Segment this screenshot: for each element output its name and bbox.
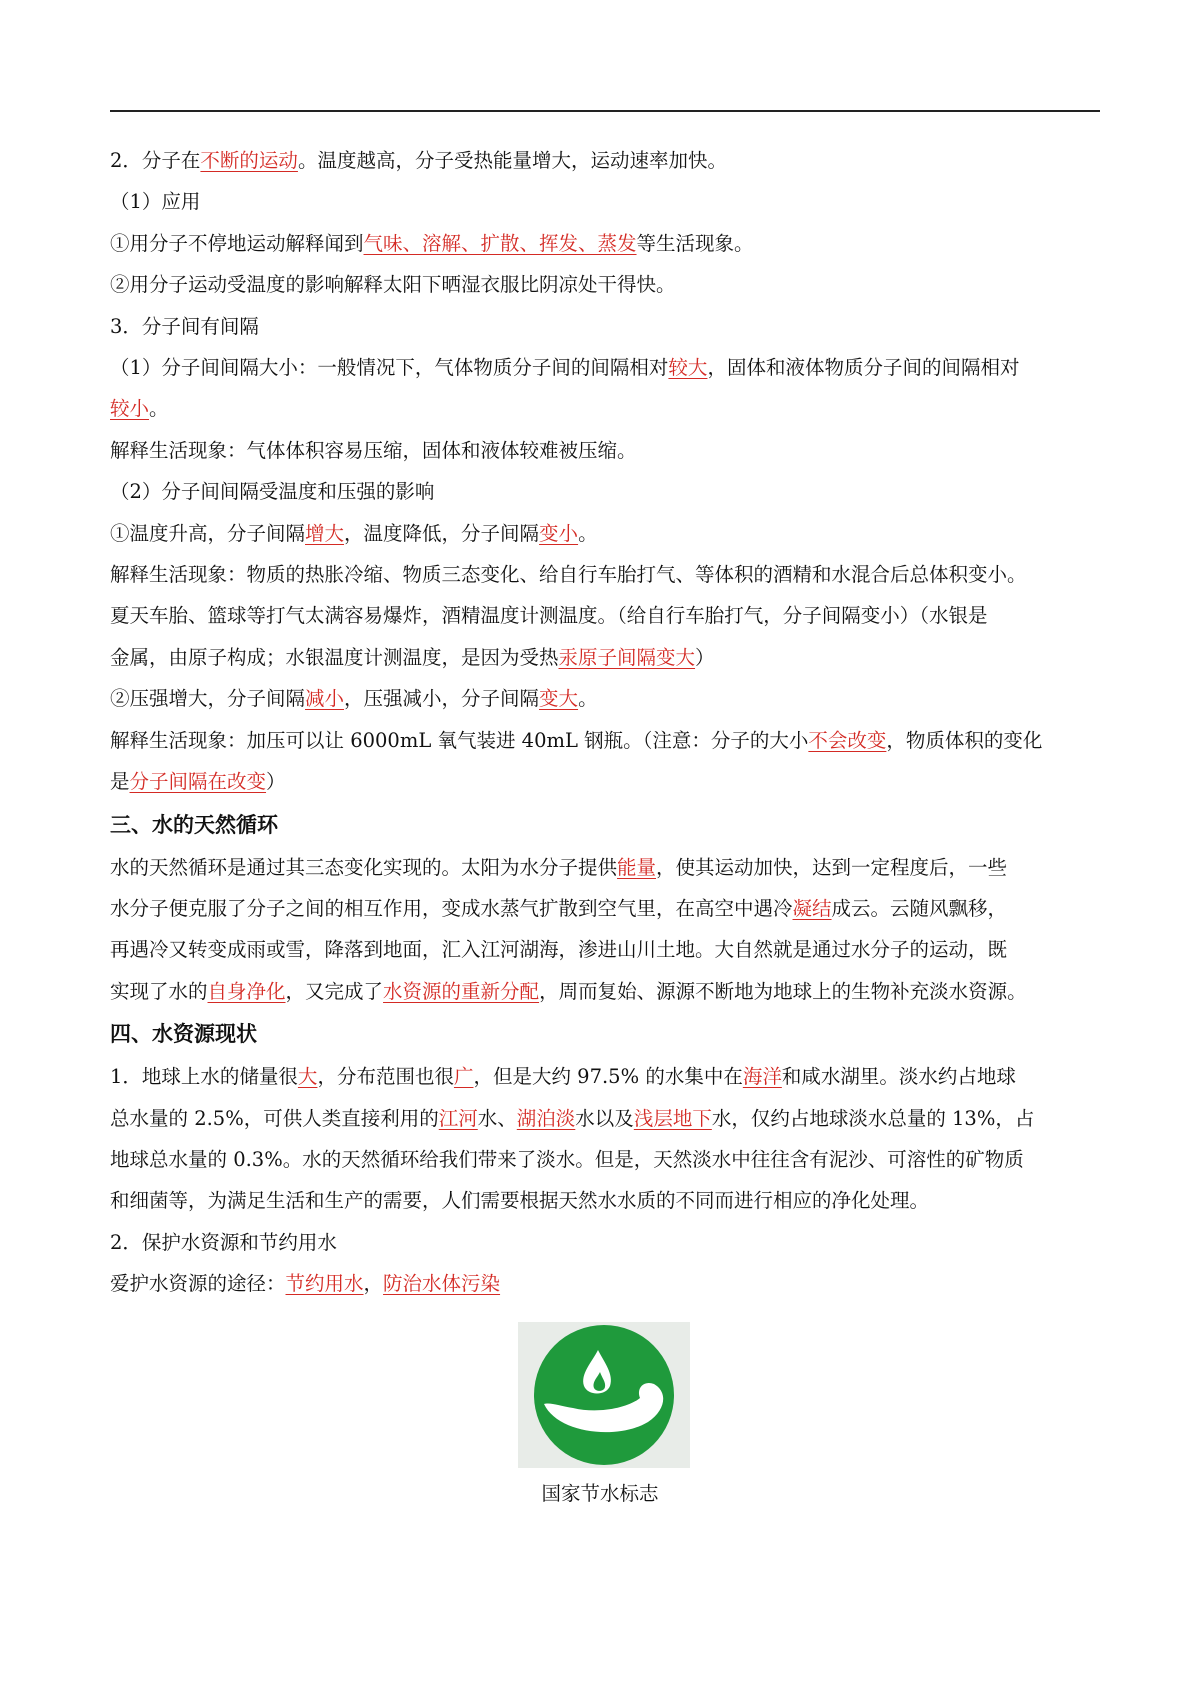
text-segment: ，固体和液体物质分子间的间隔相对 [707, 356, 1020, 380]
text-segment: 爱护水资源的途径： [110, 1272, 286, 1296]
text-segment: ） [695, 645, 715, 669]
text-line [110, 678, 1100, 719]
water-saving-logo-icon [518, 1322, 690, 1468]
text-segment: 。温度越高，分子受热能量增大，运动速率加快。 [297, 149, 727, 172]
text-line [110, 929, 1100, 970]
text-segment: 水、 [477, 1106, 517, 1130]
text-segment: 水，仅约占地球淡水总量的 13%，占 [711, 1106, 1035, 1130]
text-segment: 水的天然循环是通过其三态变化实现的。太阳为水分子提供 [110, 855, 618, 879]
text-segment: 解释生活现象：气体体积容易压缩，固体和液体较难被压缩。 [110, 438, 637, 462]
answer-text: 增大 [305, 521, 345, 545]
answer-text: 凝结 [792, 896, 832, 920]
text-segment: 3．分子间有间隔 [110, 314, 259, 338]
text-line [110, 888, 1100, 929]
text-line [110, 1222, 1100, 1263]
answer-text: 自身净化 [207, 979, 286, 1003]
answer-text: 分子间隔在改变 [129, 770, 267, 794]
answer-text: 水资源的重新分配 [383, 979, 540, 1003]
text-line [110, 720, 1100, 761]
text-line [110, 554, 1100, 595]
text-segment: 水以及 [575, 1106, 634, 1130]
text-line [110, 971, 1100, 1012]
text-line [110, 1263, 1100, 1304]
text-line [110, 847, 1100, 888]
text-segment: ，温度降低，分子间隔 [344, 521, 540, 545]
text-segment: ②压强增大，分子间隔 [110, 687, 306, 711]
answer-text: 能量 [617, 855, 657, 879]
text-segment: （1）应用 [110, 190, 201, 214]
text-segment: 1．地球上水的储量很 [110, 1065, 298, 1089]
answer-text: 变小 [539, 521, 579, 545]
text-segment: 金属，由原子构成；水银温度计测温度，是因为受热 [110, 645, 559, 669]
answer-text: 汞原子间隔变大 [558, 645, 696, 669]
section-heading [110, 803, 1100, 847]
answer-text: 广 [453, 1065, 474, 1089]
text-line [110, 1098, 1100, 1139]
answer-text: 减小 [305, 687, 345, 711]
text-line [110, 513, 1100, 554]
text-line [110, 1139, 1100, 1180]
text-segment: 成云。云随风飘移， [831, 896, 1008, 920]
text-segment: ，分布范围也很 [317, 1065, 454, 1089]
text-segment: 解释生活现象：物质的热胀冷缩、物质三态变化、给自行车胎打气、等体积的酒精和水混合后总体积变小。 [110, 563, 1027, 587]
text-segment: 总水量的 2.5%，可供人类直接利用的 [110, 1106, 439, 1130]
text-segment: （2）分子间间隔受温度和压强的影响 [110, 480, 435, 504]
text-line [110, 637, 1100, 678]
text-segment: ①温度升高，分子间隔 [110, 521, 306, 545]
answer-text: 变大 [539, 687, 579, 711]
text-segment: ，物质体积的变化 [886, 728, 1043, 752]
text-segment: ①用分子不停地运动解释闻到 [110, 231, 364, 255]
text-line [110, 306, 1100, 347]
text-line [110, 223, 1100, 264]
text-segment: 实现了水的 [110, 979, 208, 1003]
text-line [110, 140, 1100, 181]
text-segment: 四、水资源现状 [110, 1022, 257, 1047]
text-segment: 三、水的天然循环 [110, 812, 278, 837]
text-line [110, 181, 1100, 222]
text-line [110, 264, 1100, 305]
document-body [110, 140, 1100, 1305]
text-segment: 解释生活现象：加压可以让 6000mL 氧气装进 40mL 钢瓶。（注意：分子的大小 [110, 728, 809, 752]
text-segment: 。 [578, 687, 598, 711]
answer-text: 气味、溶解、扩散、挥发、蒸发 [363, 231, 637, 255]
text-line [110, 761, 1100, 802]
text-line [110, 347, 1100, 388]
text-segment: 地球总水量的 0.3%。水的天然循环给我们带来了淡水。但是，天然淡水中往往含有泥沙、可溶性的矿物质 [110, 1147, 1024, 1171]
text-line [110, 471, 1100, 512]
text-segment: ②用分子运动受温度的影响解释太阳下晒湿衣服比阴凉处干得快。 [110, 273, 676, 297]
section-heading [110, 1012, 1100, 1056]
answer-text: 防治水体污染 [383, 1272, 501, 1296]
answer-text: 不断的运动 [200, 149, 298, 172]
text-line [110, 595, 1100, 636]
text-line [110, 1056, 1100, 1097]
text-segment: 水分子便克服了分子之间的相互作用，变成水蒸气扩散到空气里，在高空中遇冷 [110, 896, 793, 920]
text-segment: 和细菌等，为满足生活和生产的需要，人们需要根据天然水水质的不同而进行相应的净化处理。 [110, 1189, 930, 1213]
header-rule [110, 110, 1100, 112]
answer-text: 大 [297, 1065, 318, 1089]
answer-text: 较小 [110, 397, 150, 421]
water-saving-logo [518, 1322, 690, 1468]
text-line [110, 430, 1100, 471]
text-segment: 2．分子在 [110, 149, 201, 172]
text-segment: 。 [578, 521, 598, 545]
text-segment: ， [363, 1272, 384, 1296]
text-segment: 夏天车胎、篮球等打气太满容易爆炸，酒精温度计测温度。（给自行车胎打气，分子间隔变小）（水银是 [110, 604, 988, 628]
text-segment: 再遇冷又转变成雨或雪，降落到地面，汇入江河湖海，渗进山川土地。大自然就是通过水分子的运动，既 [110, 938, 1008, 962]
text-segment: ，周而复始、源源不断地为地球上的生物补充淡水资源。 [539, 979, 1027, 1003]
text-segment: 等生活现象。 [636, 231, 754, 255]
answer-text: 湖泊淡 [516, 1106, 576, 1130]
answer-text: 较大 [668, 356, 708, 380]
text-segment: ，压强减小，分子间隔 [344, 687, 540, 711]
answer-text: 海洋 [742, 1065, 782, 1089]
text-line [110, 388, 1100, 429]
text-line [110, 1180, 1100, 1221]
text-segment: ，使其运动加快，达到一定程度后，一些 [656, 855, 1008, 879]
figure-caption: 国家节水标志 [541, 1482, 659, 1505]
text-segment: ） [266, 770, 286, 794]
text-segment: （1）分子间间隔大小：一般情况下，气体物质分子间的间隔相对 [110, 356, 669, 380]
text-segment: ，但是大约 97.5% 的水集中在 [473, 1065, 743, 1089]
answer-text: 江河 [438, 1106, 478, 1130]
text-segment: 。 [149, 397, 169, 421]
text-segment: 是 [110, 770, 130, 794]
answer-text: 浅层地下 [633, 1106, 712, 1130]
answer-text: 节约用水 [285, 1272, 364, 1296]
text-segment: ，又完成了 [285, 979, 384, 1003]
text-segment: 2．保护水资源和节约用水 [110, 1230, 337, 1254]
text-segment: 和咸水湖里。淡水约占地球 [781, 1065, 1016, 1089]
answer-text: 不会改变 [808, 728, 887, 752]
